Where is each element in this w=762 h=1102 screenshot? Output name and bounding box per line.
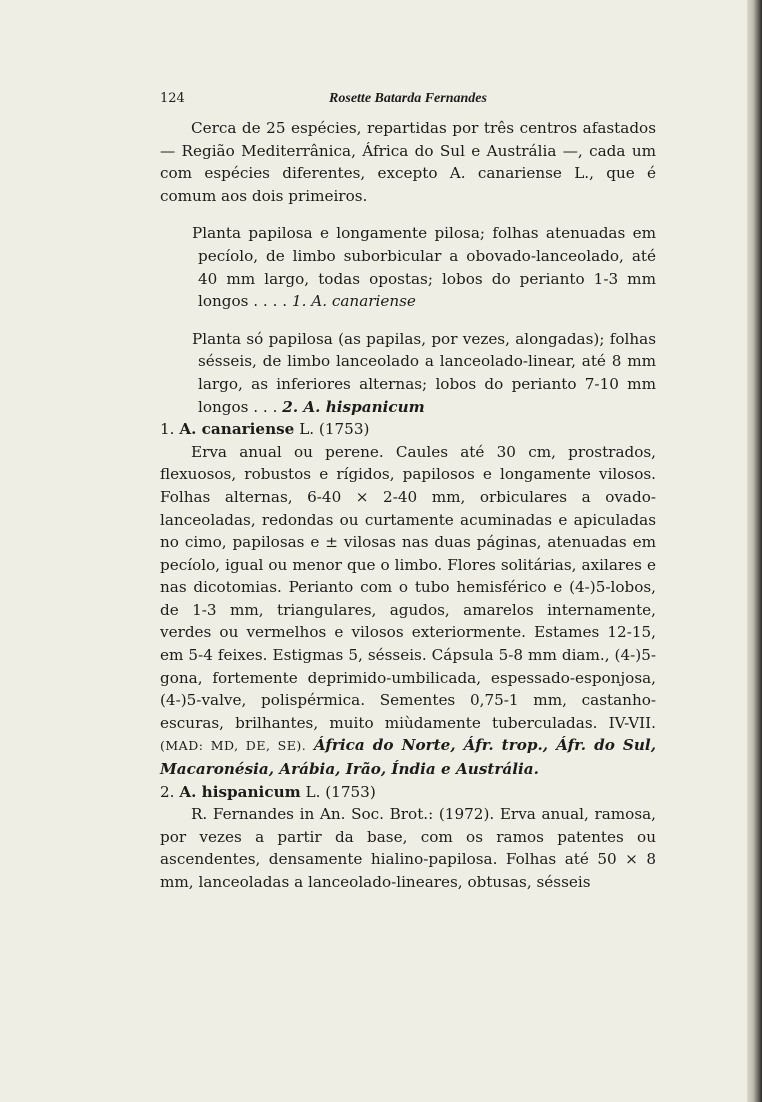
- key-entry-1-lead: 1. A. canariense: [291, 292, 416, 311]
- species-1-author: L. (1753): [299, 420, 370, 439]
- species-2-name: A. hispanicum: [179, 782, 301, 801]
- page-header: [160, 91, 656, 111]
- species-1-heading: 1. A. canariense L. (1753): [160, 420, 370, 439]
- species-2-description: R. Fernandes in An. Soc. Brot.: (1972). Erva anual, ramosa, por vezes a partir da base, com os ramos patentes ou ascendentes, densamente hialino-papilosa. Folhas até 50 × 8 mm, lanceoladas a lanceolado-lineares, obtusas, sésseis: [160, 805, 656, 891]
- key-entry-2: [192, 328, 656, 418]
- page-number: 124: [160, 91, 185, 106]
- key-entry-1: [192, 222, 656, 312]
- species-1-distribution: África do Norte, Áfr. trop., Áfr. do Sul, Macaronésia, Arábia, Irão, Índia e Austrália.: [160, 736, 656, 779]
- species-2-author: L. (1753): [305, 782, 376, 801]
- running-title: Rosette Batarda Fernandes: [329, 91, 487, 106]
- page-body: [160, 117, 656, 894]
- species-1-regions: (MAD: MD, DE, SE).: [160, 738, 307, 754]
- species-1-name: A. canariense: [179, 420, 295, 439]
- key-entry-2-lead: 2. A. hispanicum: [282, 397, 425, 416]
- species-2-heading: 2. A. hispanicum L. (1753): [160, 782, 376, 801]
- species-1-description: Erva anual ou perene. Caules até 30 cm, prostrados, flexuosos, robustos e rígidos, papilosos e longamente vilosos. Folhas alternas, 6-40 × 2-40 mm, orbiculares a ovado-lanceoladas, redondas ou curtamente acuminadas e apiculadas no cimo, papilosas e ± vilosas nas duas páginas, atenuadas em pecíolo, igual ou menor que o limbo. Flores solitárias, axilares e nas dicotomias. Perianto com o tubo hemisférico e (4-)5-lobos, de 1-3 mm, triangulares, agudos, amarelos internamente, verdes ou vermelhos e vilosos exteriormente. Estames 12-15, em 5-4 feixes. Estigmas 5, sésseis. Cápsula 5-8 mm diam., (4-)5-gona, fortemente deprimido-umbilicada, espessado-esponjosa, (4-)5-valve, polispérmica. Sementes 0,75-1 mm, castanho-escuras, brilhantes, muito miùdamente tuberculadas. IV-VII. (MAD: MD, DE, SE). África do Norte, Áfr. trop., Áfr. do Sul, Macaronésia, Arábia, Irão, Índia e Austrália.: [160, 442, 656, 779]
- key-entry-2-text: Planta só papilosa (as papilas, por vezes, alongadas); folhas sésseis, de limbo lanceolado a lanceolado-linear, até 8 mm largo, as inferiores alternas; lobos do perianto 7-10 mm longos . . .: [192, 329, 656, 416]
- identification-key: [160, 222, 656, 418]
- intro-paragraph: Cerca de 25 espécies, repartidas por três centros afastados — Região Mediterrânica, África do Sul e Austrália —, cada um com espécies diferentes, excepto A. canariense L., que é comum aos dois primeiros.: [160, 119, 656, 205]
- page-edge: [747, 0, 762, 1102]
- key-entry-1-text: Planta papilosa e longamente pilosa; folhas atenuadas em pecíolo, de limbo suborbicular a obovado-lanceolado, até 40 mm largo, todas opostas; lobos do perianto 1-3 mm longos . . . .: [192, 224, 656, 311]
